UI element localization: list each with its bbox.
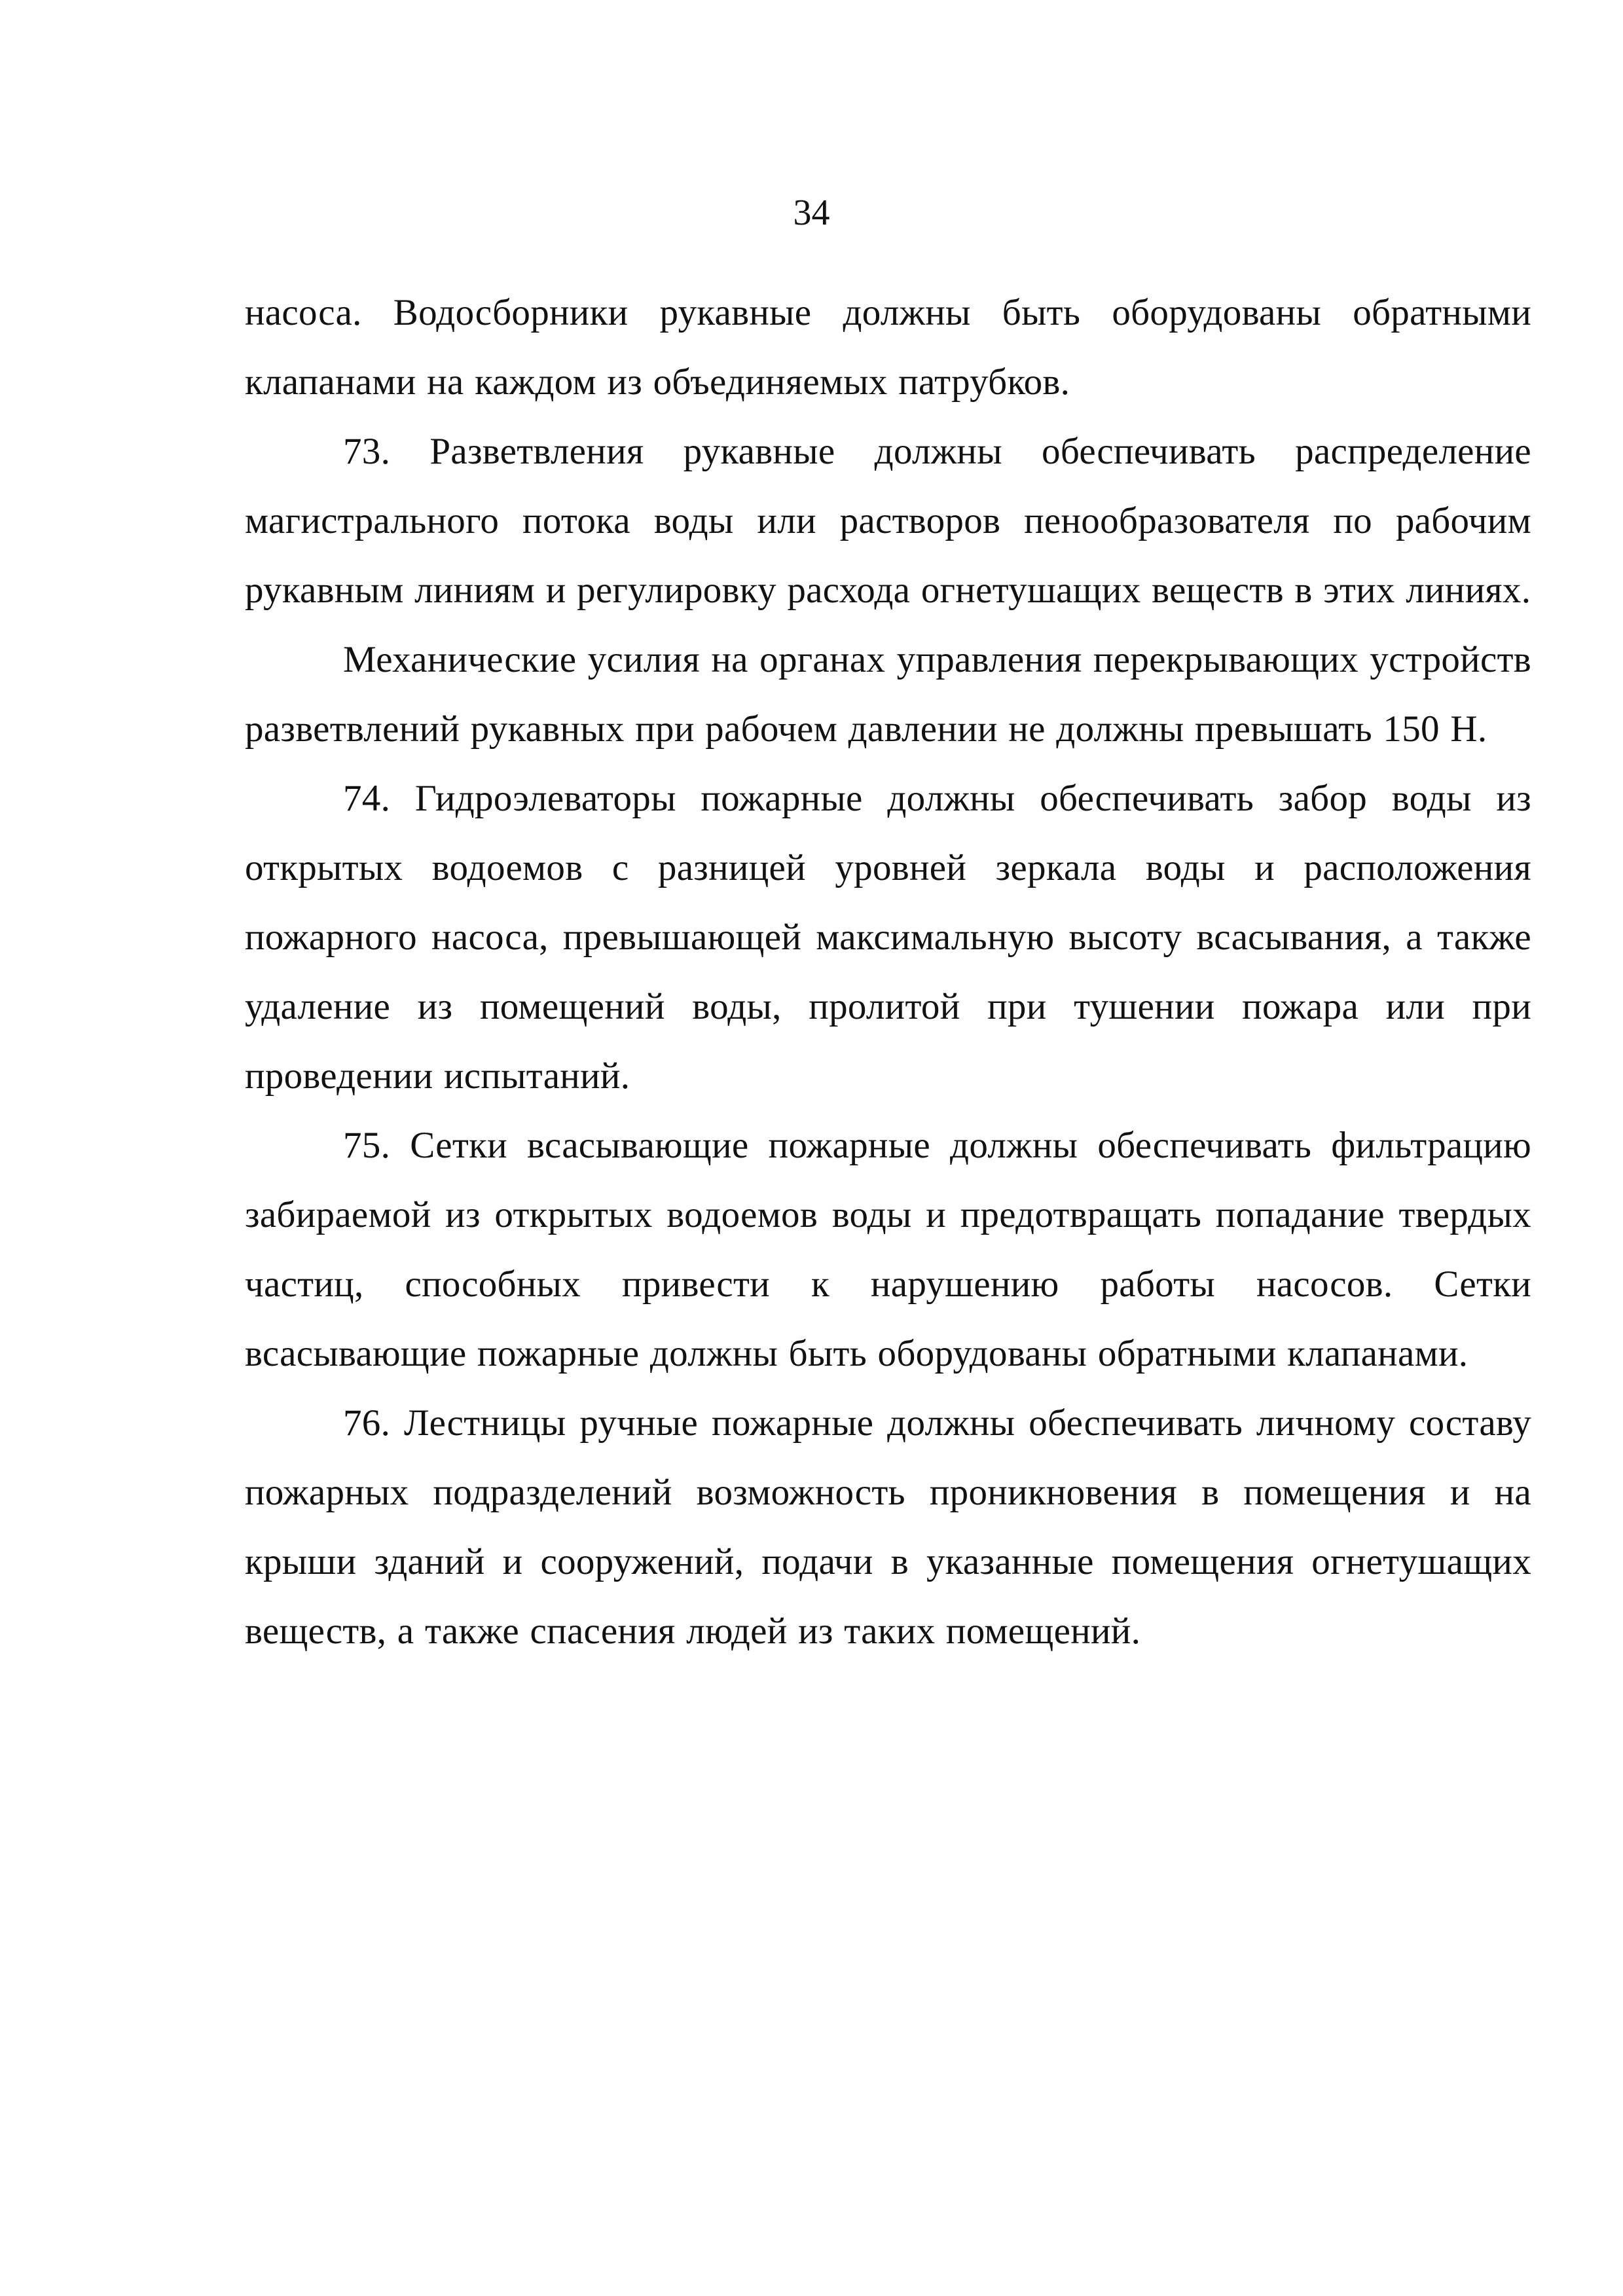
paragraph-75: 75. Сетки всасывающие пожарные должны обеспечивать фильтрацию забираемой из открытых водоемов воды и предотвращать попадание твердых частиц, способных привести к нарушению работы насосов. Сетки всасывающие пожарные должны быть оборудованы обратными клапанами. — [245, 1125, 1531, 1374]
document-body — [245, 278, 1531, 1666]
paragraph-76: 76. Лестницы ручные пожарные должны обеспечивать личному составу пожарных подразделений возможность проникновения в помещения и на крыши зданий и сооружений, подачи в указанные помещения огнетушащих веществ, а также спасения людей из таких помещений. — [245, 1402, 1531, 1652]
paragraph-continuation: насоса. Водосборники рукавные должны быть оборудованы обратными клапанами на каждом из объединяемых патрубков. — [245, 292, 1531, 403]
page-number: 34 — [793, 192, 830, 233]
paragraph-73: 73. Разветвления рукавные должны обеспечивать распределение магистрального потока воды или растворов пенообразователя по рабочим рукавным линиям и регулировку расхода огнетушащих веществ в этих линиях. — [245, 431, 1531, 611]
paragraph-73-forces: Механические усилия на органах управления перекрывающих устройств разветвлений рукавных при рабочем давлении не должны превышать 150 Н. — [245, 639, 1531, 750]
paragraph-74: 74. Гидроэлеваторы пожарные должны обеспечивать забор воды из открытых водоемов с разницей уровней зеркала воды и расположения пожарного насоса, превышающей максимальную высоту всасывания, а также удаление из помещений воды, пролитой при тушении пожара или при проведении испытаний. — [245, 778, 1531, 1097]
